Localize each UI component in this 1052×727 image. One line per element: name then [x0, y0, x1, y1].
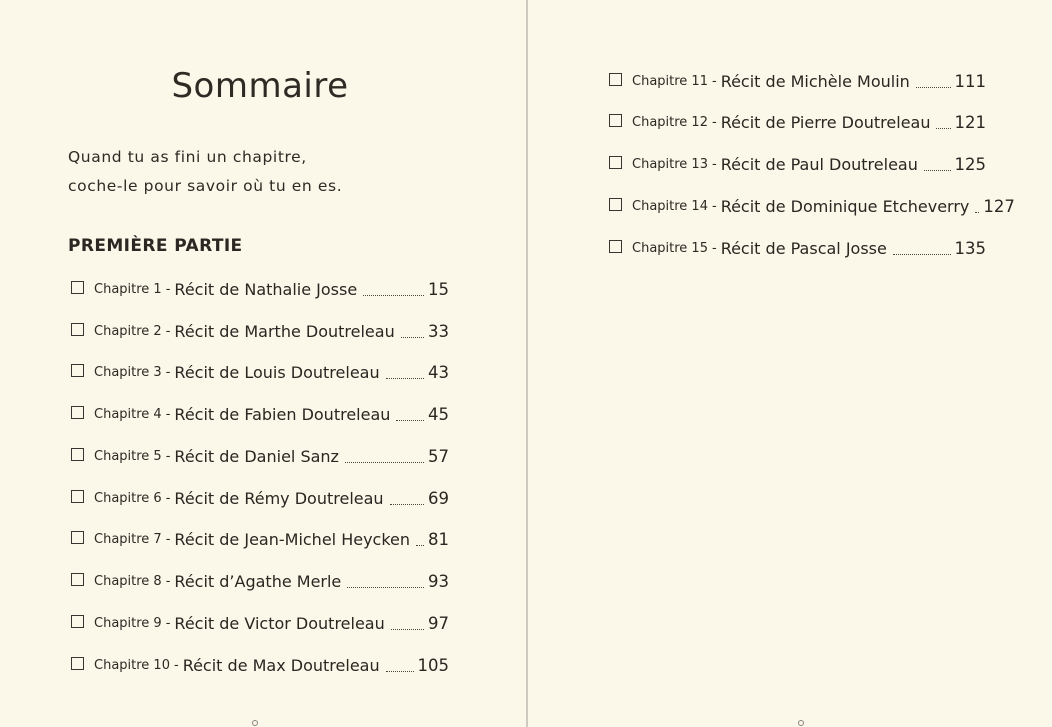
chapter-label: Chapitre 12 — [632, 114, 708, 130]
chapter-title: Récit de Jean-Michel Heycken — [174, 529, 411, 549]
chapter-title: Récit de Max Doutreleau — [182, 655, 380, 675]
separator: - — [711, 73, 717, 89]
toc-row-chapter-1 — [71, 277, 449, 301]
chapter-checkbox[interactable] — [71, 615, 84, 628]
separator: - — [165, 281, 171, 297]
separator: - — [711, 240, 717, 256]
separator: - — [165, 406, 171, 422]
dot-leader — [347, 586, 424, 588]
page-number: 15 — [428, 279, 449, 299]
page-number: 93 — [428, 571, 449, 591]
chapter-label: Chapitre 9 — [94, 615, 162, 631]
dot-leader — [390, 503, 424, 505]
chapter-checkbox[interactable] — [609, 198, 622, 211]
separator: - — [165, 448, 171, 464]
separator: - — [165, 490, 171, 506]
intro-text — [68, 143, 342, 201]
chapter-title: Récit de Michèle Moulin — [720, 71, 910, 91]
dot-leader — [924, 169, 951, 171]
chapter-title: Récit de Louis Doutreleau — [174, 362, 380, 382]
dot-leader — [975, 211, 979, 213]
dot-leader — [893, 253, 951, 255]
chapter-checkbox[interactable] — [71, 531, 84, 544]
page-number: 57 — [428, 446, 449, 466]
page-number: 69 — [428, 488, 449, 508]
chapter-checkbox[interactable] — [71, 281, 84, 294]
toc-row-chapter-7 — [71, 527, 449, 551]
chapter-title: Récit de Dominique Etcheverry — [720, 196, 970, 216]
chapter-checkbox[interactable] — [609, 240, 622, 253]
toc-row-chapter-10 — [71, 653, 449, 677]
chapter-label: Chapitre 6 — [94, 490, 162, 506]
chapter-title: Récit de Victor Doutreleau — [174, 613, 385, 633]
separator: - — [711, 114, 717, 130]
chapter-title: Récit de Rémy Doutreleau — [174, 488, 384, 508]
chapter-checkbox[interactable] — [71, 323, 84, 336]
chapter-checkbox[interactable] — [609, 73, 622, 86]
chapter-label: Chapitre 15 — [632, 240, 708, 256]
dot-leader — [363, 294, 424, 296]
separator: - — [711, 156, 717, 172]
page-number: 111 — [954, 71, 986, 91]
chapter-title: Récit de Paul Doutreleau — [720, 154, 918, 174]
page-number: 121 — [954, 112, 986, 132]
separator: - — [711, 198, 717, 214]
dot-leader — [916, 86, 951, 88]
toc-row-chapter-5 — [71, 444, 449, 468]
chapter-label: Chapitre 4 — [94, 406, 162, 422]
separator: - — [165, 364, 171, 380]
chapter-checkbox[interactable] — [609, 114, 622, 127]
page-mark — [252, 720, 258, 726]
part-heading: PREMIÈRE PARTIE — [68, 236, 243, 256]
chapter-title: Récit de Daniel Sanz — [174, 446, 339, 466]
separator: - — [165, 531, 171, 547]
chapter-label: Chapitre 1 — [94, 281, 162, 297]
toc-row-chapter-8 — [71, 569, 449, 593]
chapter-checkbox[interactable] — [71, 364, 84, 377]
intro-line: coche-le pour savoir où tu en es. — [68, 177, 343, 195]
toc-row-chapter-9 — [71, 611, 449, 635]
chapter-title: Récit de Fabien Doutreleau — [174, 404, 391, 424]
separator: - — [165, 615, 171, 631]
page-number: 33 — [428, 321, 449, 341]
toc-row-chapter-13 — [609, 152, 986, 176]
separator: - — [165, 573, 171, 589]
right-page — [528, 0, 1052, 727]
toc-row-chapter-14 — [609, 194, 1015, 218]
chapter-checkbox[interactable] — [71, 490, 84, 503]
dot-leader — [416, 544, 424, 546]
chapter-label: Chapitre 5 — [94, 448, 162, 464]
page-number: 45 — [428, 404, 449, 424]
page-number: 135 — [954, 238, 986, 258]
chapter-checkbox[interactable] — [71, 657, 84, 670]
chapter-title: Récit de Nathalie Josse — [174, 279, 358, 299]
page-number: 127 — [983, 196, 1015, 216]
separator: - — [165, 323, 171, 339]
separator: - — [173, 657, 179, 673]
toc-row-chapter-2 — [71, 319, 449, 343]
page-number: 43 — [428, 362, 449, 382]
dot-leader — [936, 127, 950, 129]
dot-leader — [391, 628, 424, 630]
page-number: 97 — [428, 613, 449, 633]
page-number: 105 — [417, 655, 449, 675]
chapter-label: Chapitre 8 — [94, 573, 162, 589]
toc-row-chapter-12 — [609, 110, 986, 134]
page-number: 125 — [954, 154, 986, 174]
chapter-checkbox[interactable] — [71, 573, 84, 586]
chapter-label: Chapitre 3 — [94, 364, 162, 380]
chapter-checkbox[interactable] — [609, 156, 622, 169]
page-mark — [798, 720, 804, 726]
chapter-title: Récit d’Agathe Merle — [174, 571, 342, 591]
chapter-title: Récit de Pierre Doutreleau — [720, 112, 931, 132]
chapter-label: Chapitre 10 — [94, 657, 170, 673]
page-title: Sommaire — [171, 66, 349, 106]
chapter-label: Chapitre 2 — [94, 323, 162, 339]
chapter-title: Récit de Marthe Doutreleau — [174, 321, 395, 341]
chapter-checkbox[interactable] — [71, 448, 84, 461]
toc-row-chapter-3 — [71, 360, 449, 384]
chapter-label: Chapitre 7 — [94, 531, 162, 547]
toc-row-chapter-6 — [71, 486, 449, 510]
dot-leader — [345, 461, 424, 463]
chapter-label: Chapitre 11 — [632, 73, 708, 89]
intro-line: Quand tu as fini un chapitre, — [68, 148, 307, 166]
chapter-title: Récit de Pascal Josse — [720, 238, 887, 258]
toc-row-chapter-15 — [609, 236, 986, 260]
chapter-label: Chapitre 13 — [632, 156, 708, 172]
page-number: 81 — [428, 529, 449, 549]
toc-row-chapter-4 — [71, 402, 449, 426]
toc-row-chapter-11 — [609, 69, 986, 93]
dot-leader — [386, 377, 424, 379]
dot-leader — [396, 419, 424, 421]
dot-leader — [401, 336, 424, 338]
dot-leader — [386, 670, 414, 672]
chapter-label: Chapitre 14 — [632, 198, 708, 214]
chapter-checkbox[interactable] — [71, 406, 84, 419]
